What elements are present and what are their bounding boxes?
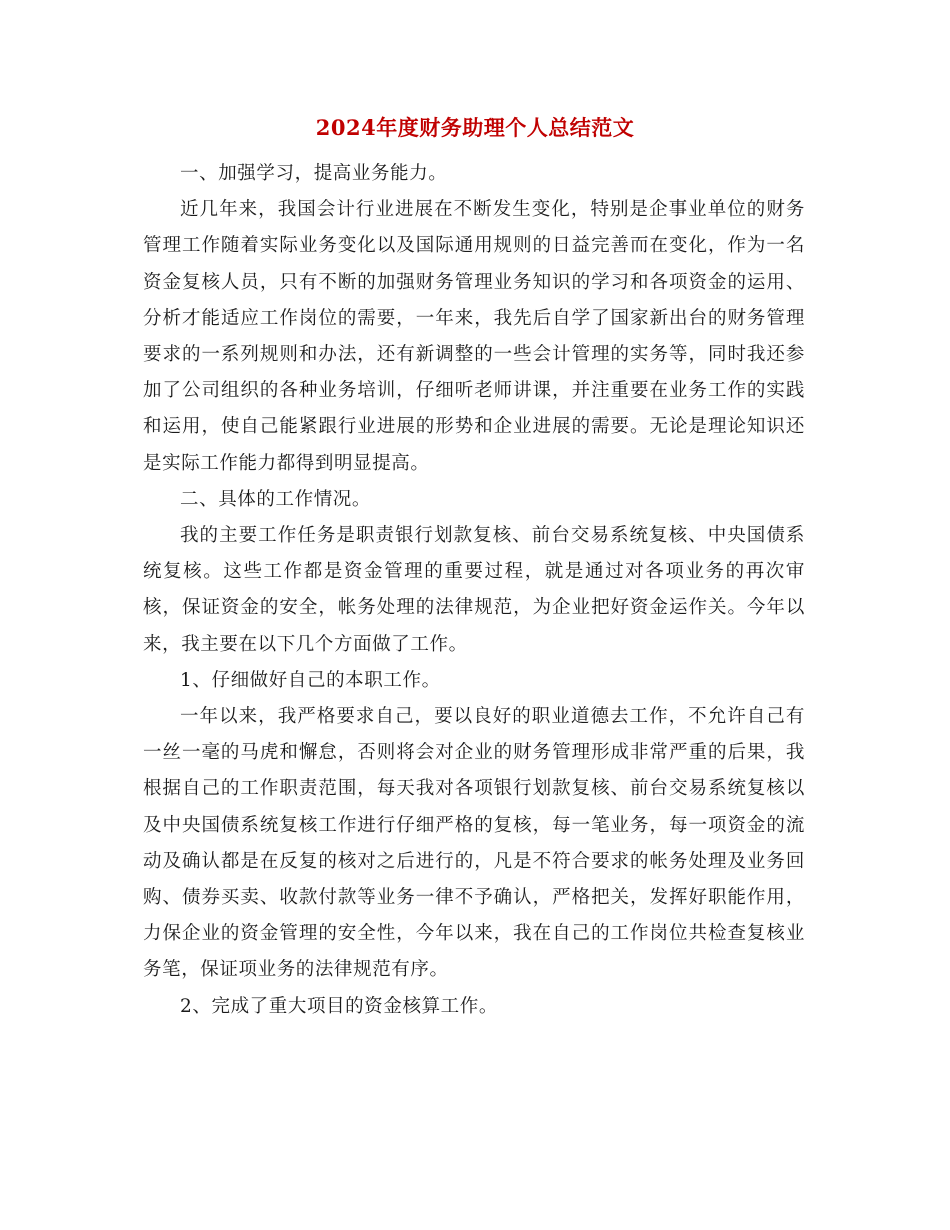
document-title: 2024年度财务助理个人总结范文 bbox=[315, 115, 635, 140]
paragraph-job-duties-details: 一年以来，我严格要求自己，要以良好的职业道德去工作，不允许自己有一丝一毫的马虎和懈怠，否则将会对企业的财务管理形成非常严重的后果，我根据自己的工作职责范围，每天我对各项银行划款复核、前台交易系统复核以及中央国债系统复核工作进行仔细严格的复核，每一笔业务，每一项资金的流动及确认都是在反复的核对之后进行的，凡是不符合要求的帐务处理及业务回购、债券买卖、收款付款等业务一律不予确认，严格把关，发挥好职能作用，力保企业的资金管理的安全性，今年以来，我在自己的工作岗位共检查复核业务笔，保证项业务的法律规范有序。 bbox=[143, 706, 805, 981]
heading-strengthen-learning: 一、加强学习，提高业务能力。 bbox=[180, 163, 448, 184]
paragraph-main-tasks: 我的主要工作任务是职责银行划款复核、前台交易系统复核、中央国债系统复核。这些工作都是资金管理的重要过程，就是通过对各项业务的再次审核，保证资金的安全，帐务处理的法律规范，为企业把好资金运作关。今年以来，我主要在以下几个方面做了工作。 bbox=[143, 525, 805, 655]
heading-job-duties: 1、仔细做好自己的本职工作。 bbox=[180, 669, 441, 691]
paragraph-learning-details: 近几年来，我国会计行业进展在不断发生变化，特别是企事业单位的财务管理工作随着实际业务变化以及国际通用规则的日益完善而在变化，作为一名资金复核人员，只有不断的加强财务管理业务知识的学习和各项资金的运用、分析才能适应工作岗位的需要，一年来，我先后自学了国家新出台的财务管理要求的一系列规则和办法，还有新调整的一些会计管理的实务等，同时我还参加了公司组织的各种业务培训，仔细听老师讲课，并注重要在业务工作的实践和运用，使自己能紧跟行业进展的形势和企业进展的需要。无论是理论知识还是实际工作能力都得到明显提高。 bbox=[143, 199, 805, 474]
heading-work-situation: 二、具体的工作情况。 bbox=[180, 488, 372, 510]
heading-major-project: 2、完成了重大项目的资金核算工作。 bbox=[180, 995, 498, 1017]
document-body bbox=[143, 156, 805, 1025]
